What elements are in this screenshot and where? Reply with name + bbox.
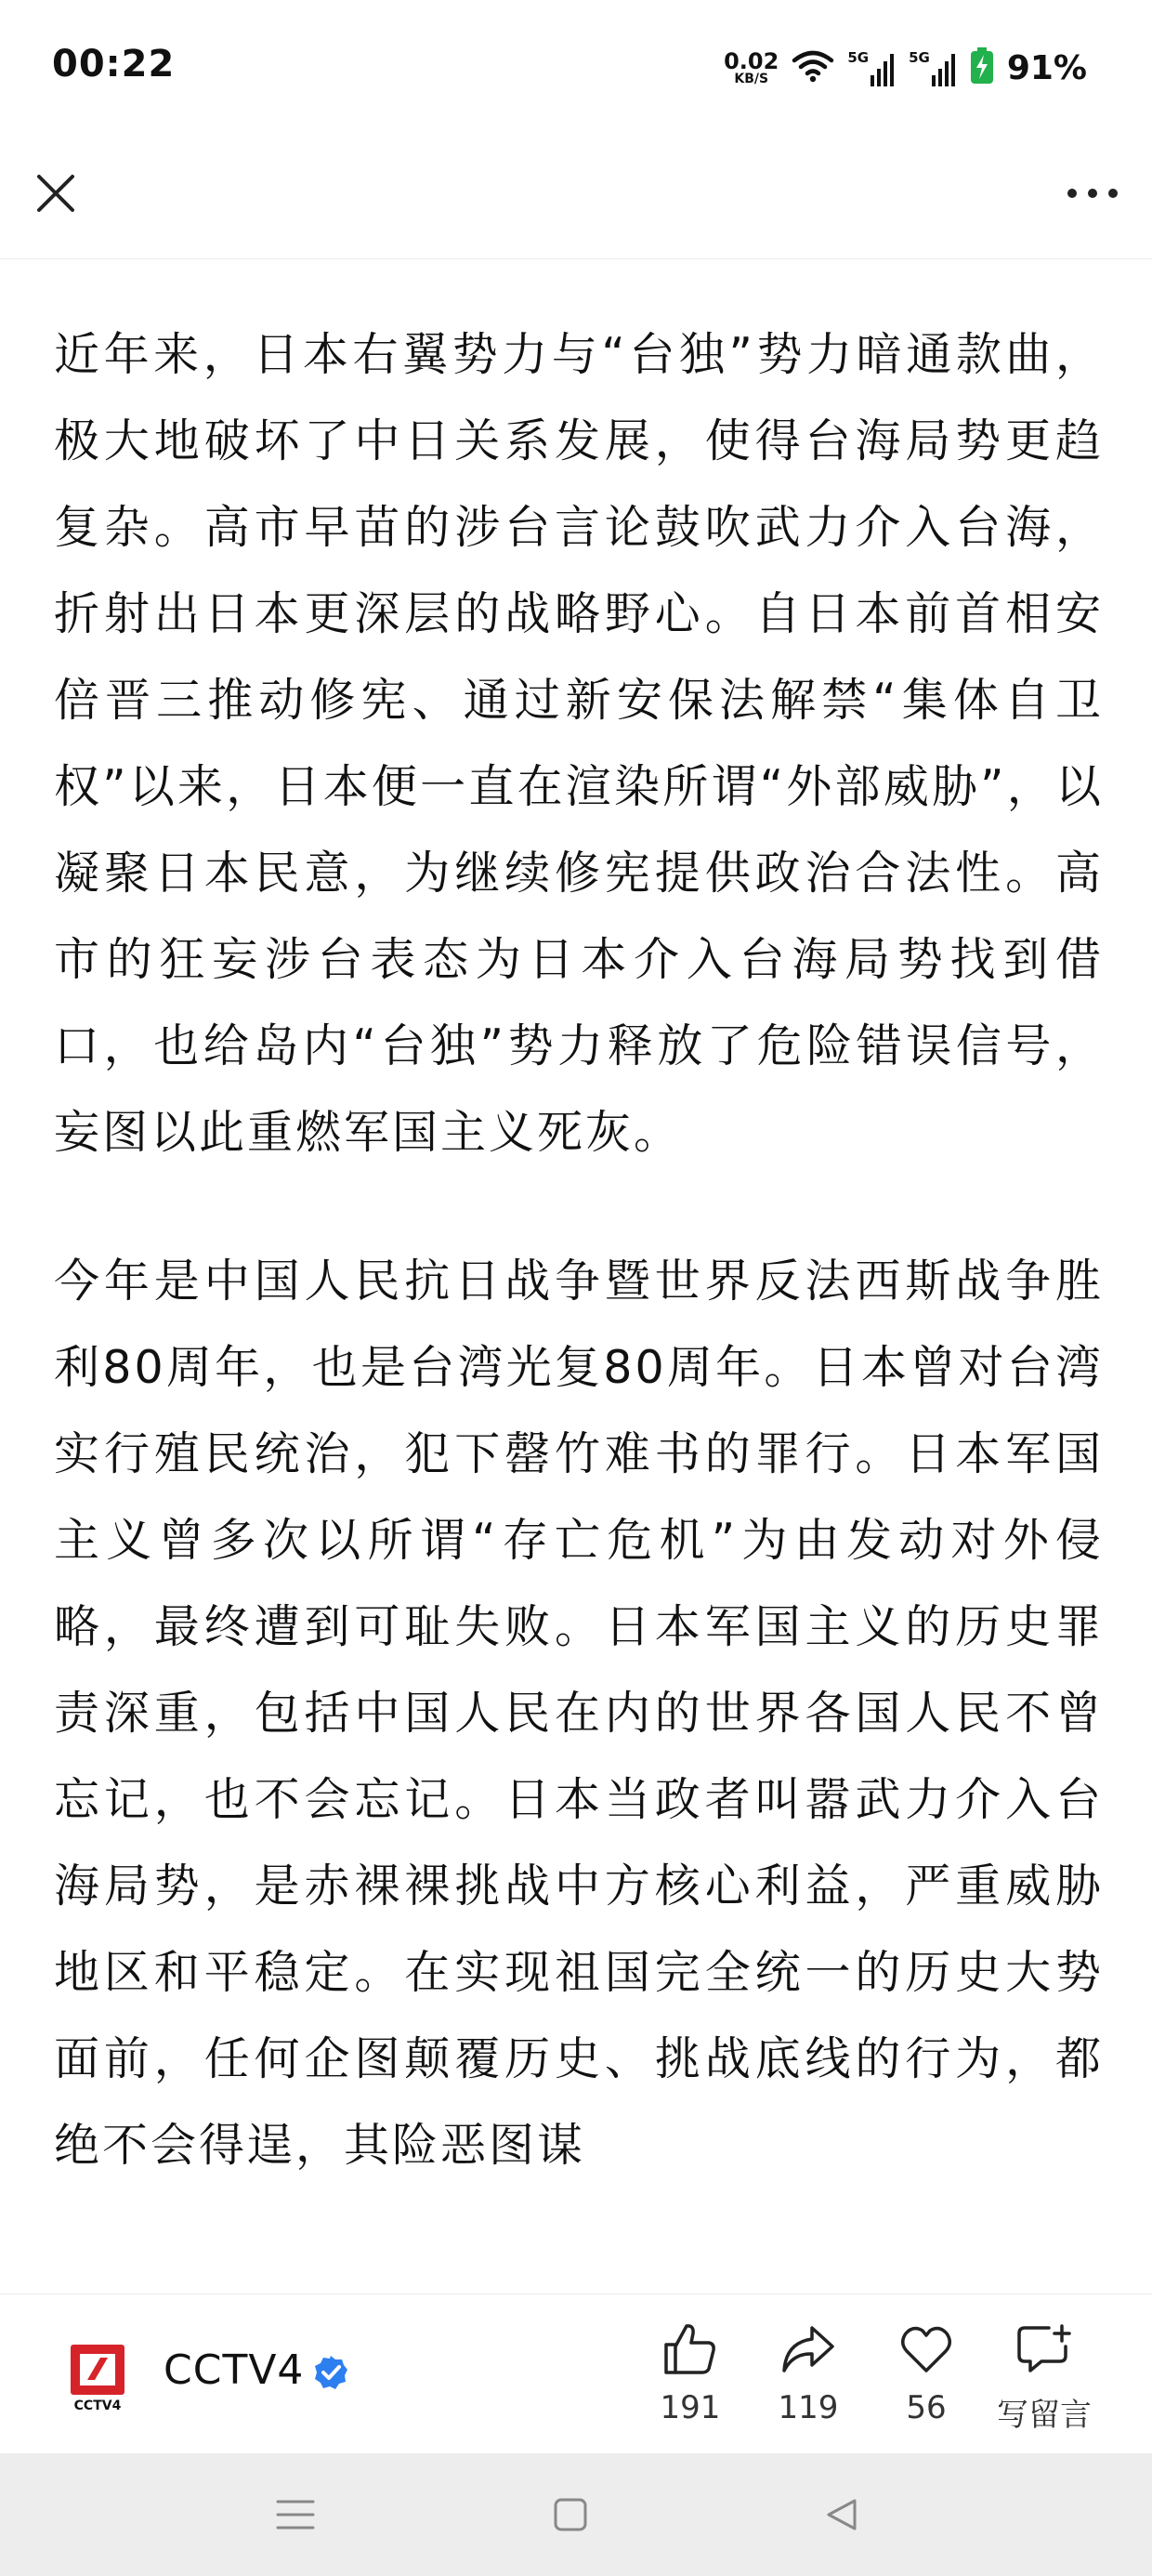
status-bar	[0, 0, 1152, 139]
channel-logo[interactable]	[67, 2343, 128, 2413]
signal-2-label: 5G	[909, 49, 930, 66]
close-button[interactable]	[28, 165, 84, 221]
home-button[interactable]	[543, 2491, 598, 2539]
favorite-button[interactable]	[871, 2322, 982, 2426]
article-paragraph: 今年是中国人民抗日战争暨世界反法西斯战争胜利80周年，也是台湾光复80周年。日本曾对台湾实行殖民统治，犯下罄竹难书的罪行。日本军国主义曾多次以所谓“存亡危机”为由发动对外侵略，最终遭到可耻失败。日本军国主义的历史罪责深重，包括中国人民在内的世界各国人民不曾忘记，也不会忘记。日本当政者叫嚣武力介入台海局势，是赤裸裸挑战中方核心利益，严重威胁地区和平稳定。在实现祖国完全统一的历史大势面前，任何企图颠覆历史、挑战底线的行为，都绝不会得逞，其险恶图谋	[54, 1255, 1104, 2172]
like-count: 191	[660, 2389, 721, 2426]
bottom-action-bar	[0, 2293, 1152, 2454]
battery-percent: 91%	[1006, 48, 1087, 87]
menu-icon	[276, 2498, 315, 2531]
cell-signal-1	[847, 49, 896, 86]
article-body	[54, 311, 1104, 2188]
comment-button[interactable]	[988, 2322, 1100, 2435]
wifi-icon	[792, 49, 834, 86]
back-icon	[823, 2497, 860, 2532]
verified-badge-icon	[312, 2354, 349, 2391]
more-icon	[1067, 188, 1119, 199]
cell-signal-2	[909, 49, 957, 86]
heart-icon	[898, 2322, 954, 2376]
comment-label: 写留言	[997, 2397, 1092, 2434]
nav-header	[0, 139, 1152, 259]
signal-1-label: 5G	[847, 49, 870, 66]
signal-bars-icon	[870, 53, 896, 86]
thumbs-up-icon	[662, 2322, 718, 2376]
channel-name[interactable]: CCTV4	[164, 2346, 305, 2394]
like-button[interactable]	[635, 2322, 746, 2426]
share-count: 119	[778, 2389, 839, 2426]
more-button[interactable]	[1055, 165, 1130, 221]
comment-add-icon	[1015, 2322, 1073, 2376]
back-button[interactable]	[814, 2491, 870, 2539]
share-icon	[780, 2322, 836, 2376]
net-speed-value: 0.02	[724, 48, 779, 74]
home-icon	[553, 2497, 588, 2532]
status-icons	[724, 45, 1087, 91]
system-nav-bar	[0, 2453, 1152, 2576]
battery-charging-icon	[970, 47, 994, 88]
favorite-count: 56	[906, 2389, 947, 2426]
status-time: 00:22	[52, 43, 176, 85]
article-paragraph: 近年来，日本右翼势力与“台独”势力暗通款曲，极大地破坏了中日关系发展，使得台海局势更趋复杂。高市早苗的涉台言论鼓吹武力介入台海，折射出日本更深层的战略野心。自日本前首相安倍晋三推动修宪、通过新安保法解禁“集体自卫权”以来，日本便一直在渲染所谓“外部威胁”，以凝聚日本民意，为继续修宪提供政治合法性。高市的狂妄涉台表态为日本介入台海局势找到借口，也给岛内“台独”势力释放了危险错误信号，妄图以此重燃军国主义死灰。	[54, 328, 1105, 1159]
net-speed-unit: KB/S	[734, 72, 769, 86]
signal-bars-icon	[931, 53, 957, 86]
network-speed	[724, 50, 779, 85]
share-button[interactable]	[753, 2322, 864, 2426]
menu-button[interactable]	[268, 2491, 323, 2539]
channel-logo-text: CCTV4	[73, 2399, 122, 2413]
close-icon	[35, 173, 76, 214]
